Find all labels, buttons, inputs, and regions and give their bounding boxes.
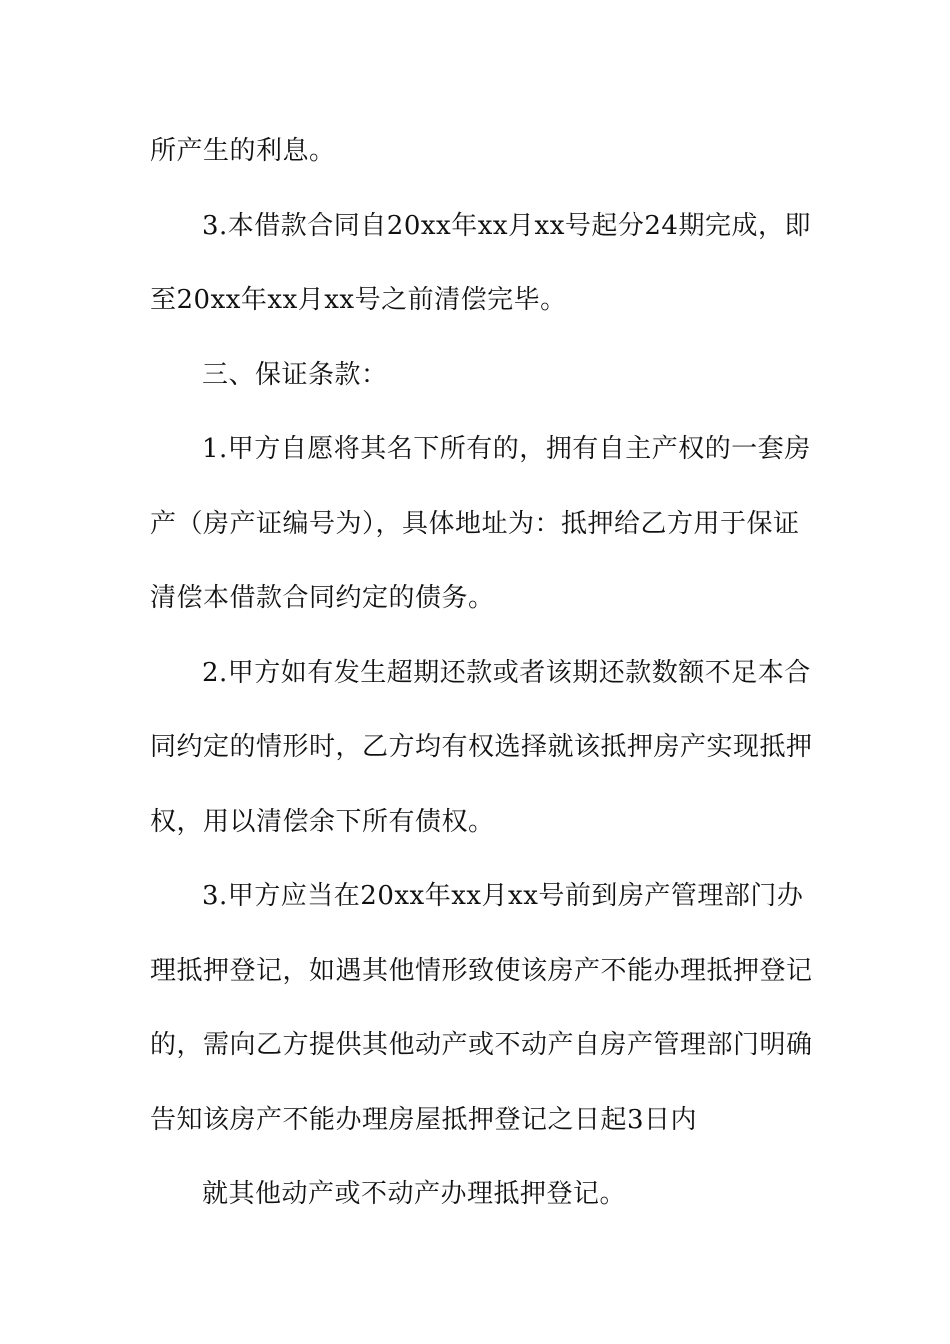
document-body <box>150 127 813 1245</box>
text-line: 2.甲方如有发生超期还款或者该期还款数额不足本合 <box>202 657 811 688</box>
text-line: 所产生的利息。 <box>150 136 336 166</box>
text-line: 产（房产证编号为），具体地址为：抵押给乙方用于保证 <box>150 508 800 539</box>
text-line: 3.甲方应当在20xx年xx月xx号前到房产管理部门办 <box>202 881 804 911</box>
text-line: 3.本借款合同自20xx年xx月xx号起分24期完成，即 <box>202 210 811 241</box>
text-line: 的，需向乙方提供其他动产或不动产自房产管理部门明确 <box>150 1030 813 1060</box>
text-line: 告知该房产不能办理房屋抵押登记之日起3日内 <box>150 1104 698 1135</box>
text-line: 就其他动产或不动产办理抵押登记。 <box>202 1179 627 1209</box>
text-line: 至20xx年xx月xx号之前清偿完毕。 <box>150 285 567 315</box>
text-line: 权，用以清偿余下所有债权。 <box>150 806 495 837</box>
text-line: 清偿本借款合同约定的债务。 <box>150 583 495 613</box>
text-line: 理抵押登记，如遇其他情形致使该房产不能办理抵押登记 <box>150 955 813 986</box>
section-heading: 三、保证条款： <box>202 359 388 390</box>
text-line: 1.甲方自愿将其名下所有的，拥有自主产权的一套房 <box>202 434 811 464</box>
text-line: 同约定的情形时，乙方均有权选择就该抵押房产实现抵押 <box>150 732 813 762</box>
